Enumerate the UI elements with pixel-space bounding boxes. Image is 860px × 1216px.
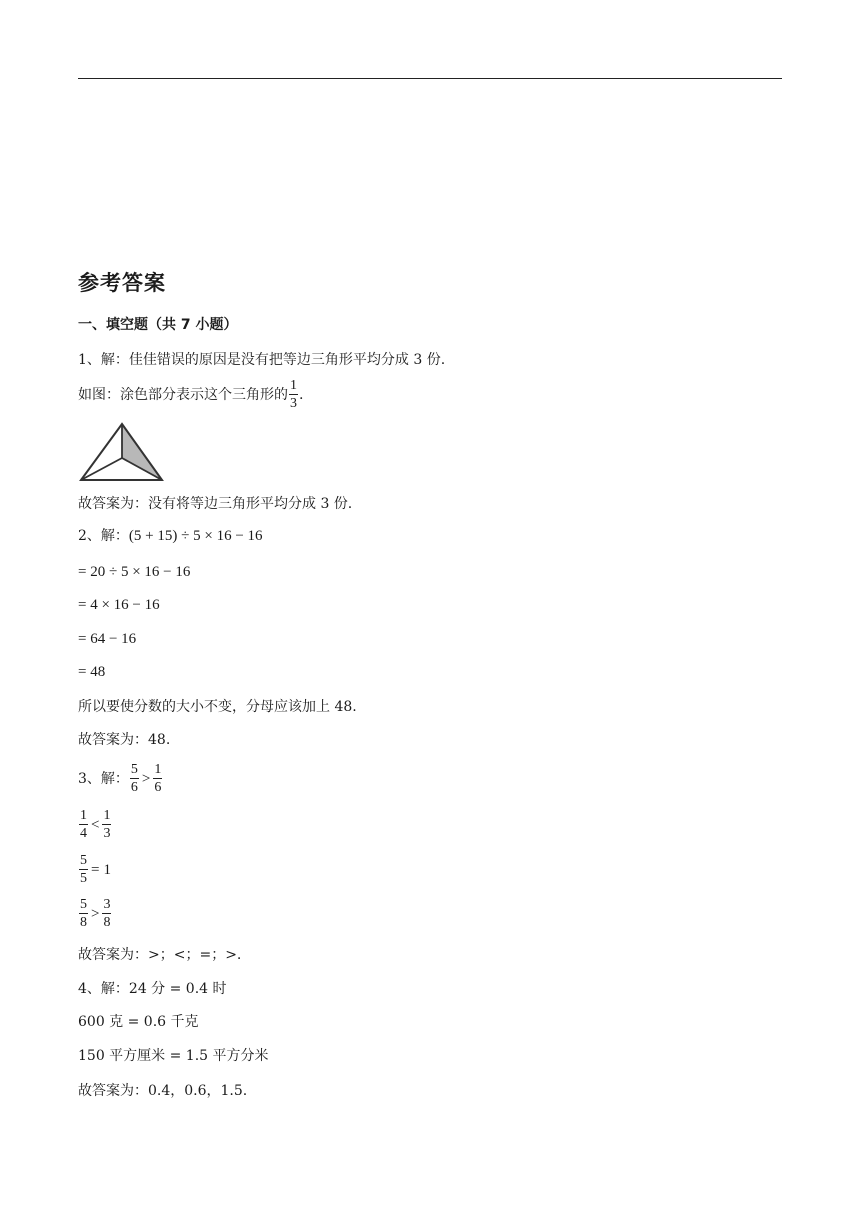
fraction-left [79,809,88,841]
q3-comparison-4 [78,898,112,930]
q3-label: 3、解： [78,771,129,787]
q2-step-1: (5 + 15) ÷ 5 × 16 − 16 [128,528,263,544]
q2-step-2: = 20 ÷ 5 × 16 − 16 [78,564,191,580]
q1-line2-suffix: . [299,387,304,403]
q3-comparison-3 [78,854,113,886]
q4-line2: 600 克 = 0.6 千克 [78,1014,199,1030]
fraction-right [102,809,111,841]
q3-comparison-2 [78,809,112,841]
q4-line3: 150 平方厘米 = 1.5 平方分米 [78,1048,269,1064]
fraction-numerator: 5 [80,897,87,912]
fraction-right [102,898,111,930]
fraction-denominator: 4 [80,826,87,841]
header-rule [78,78,782,79]
section-heading: 一、填空题（共 7 小题） [78,317,238,333]
fraction-numerator: 3 [103,897,111,912]
q1-answer: 故答案为：没有将等边三角形平均分成 3 份. [78,496,353,512]
q3-answer: 故答案为：>；<；=；>. [78,947,242,963]
q2-conclusion: 所以要使分数的大小不变，分母应该加上 48. [78,699,357,715]
q2-step-5: = 48 [78,664,106,680]
page-title: 参考答案 [78,271,166,295]
q3-comparison-1 [78,763,163,795]
q4-line1: 4、解：24 分 = 0.4 时 [78,981,227,997]
q2-step-4: = 64 − 16 [78,631,137,647]
fraction-numerator: 1 [103,808,111,823]
fraction-denominator: 5 [80,871,87,886]
q1-line2-prefix: 如图：涂色部分表示这个三角形的 [78,387,288,403]
q1-fraction [289,379,298,411]
comparison-operator: > [141,770,151,787]
comparison-operator: < [91,816,100,833]
fraction-left [79,898,88,930]
triangle-figure [78,421,164,483]
q1-line2 [78,379,303,411]
q1-line1: 1、解：佳佳错误的原因是没有把等边三角形平均分成 3 份. [78,352,446,368]
fraction-right [153,763,162,795]
fraction-denominator: 8 [80,915,87,930]
fraction-denominator: 3 [103,826,111,841]
fraction-denominator: 6 [154,780,162,795]
q2-line1 [78,529,263,544]
q4-answer: 故答案为：0.4，0.6，1.5. [78,1083,248,1099]
fraction-denominator: 3 [290,396,297,411]
comparison-operator: = [91,861,100,878]
fraction-numerator: 1 [80,808,87,823]
q2-answer: 故答案为：48. [78,732,171,748]
comparison-operator: > [91,905,100,922]
fraction-denominator: 6 [130,780,138,795]
q2-step-3: = 4 × 16 − 16 [78,597,160,613]
fraction-numerator: 1 [154,762,162,777]
q2-label: 2、解： [78,528,129,544]
fraction-left [79,854,88,886]
fraction-denominator: 8 [103,915,111,930]
fraction-numerator: 1 [290,378,297,393]
comparison-right-value: 1 [103,861,111,878]
fraction-numerator: 5 [80,853,87,868]
median-line-left [81,458,122,480]
fraction-left [130,763,139,795]
fraction-numerator: 5 [130,762,138,777]
